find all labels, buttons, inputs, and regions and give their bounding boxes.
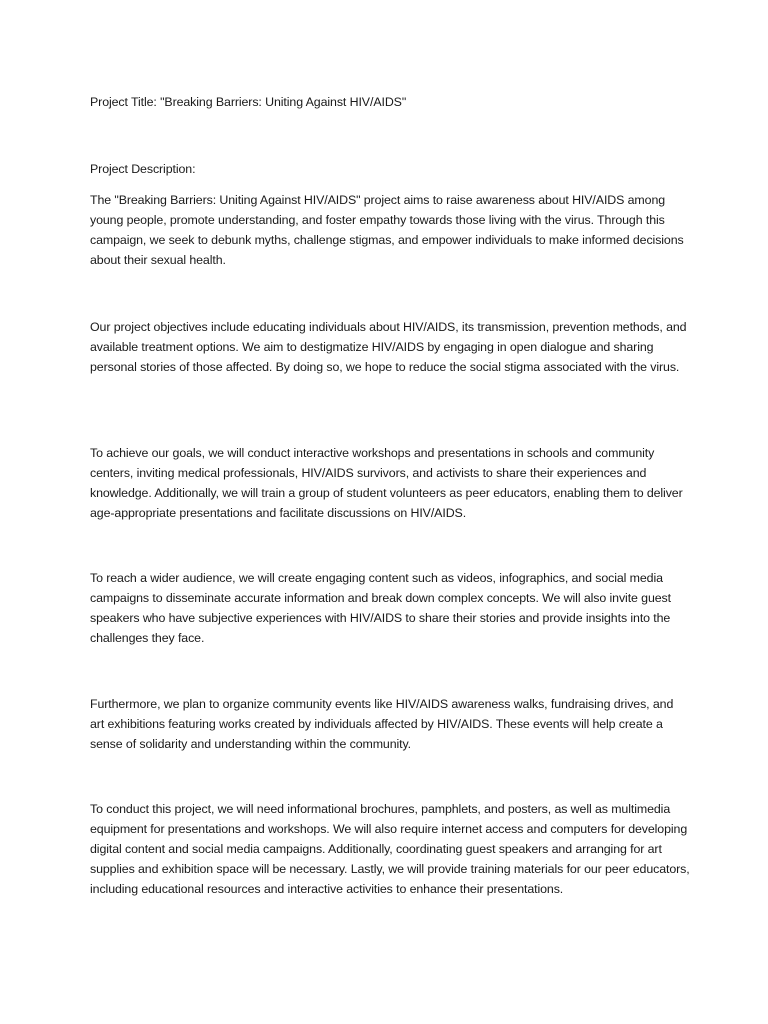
paragraph-community-events: Furthermore, we plan to organize community events like HIV/AIDS awareness walks, fundraising drives, and art exhibitions featuring works created by individuals affected by HIV/AIDS. These events will help create a sense of solidarity and understanding within the community. bbox=[90, 697, 674, 751]
paragraph-wider-audience: To reach a wider audience, we will create engaging content such as videos, infographics, and social media campaigns to disseminate accurate information and break down complex concepts. We will also invite guest speakers who have subjective experiences with HIV/AIDS to share their stories and provide insights into the challenges they face. bbox=[90, 571, 671, 645]
paragraph-objectives: Our project objectives include educating individuals about HIV/AIDS, its transmission, prevention methods, and available treatment options. We aim to destigmatize HIV/AIDS by engaging in open dialogue and sharing personal stories of those affected. By doing so, we hope to reduce the social stigma associated with the virus. bbox=[90, 320, 687, 374]
paragraph-resources: To conduct this project, we will need informational brochures, pamphlets, and posters, as well as multimedia equipment for presentations and workshops. We will also require internet access and computers for developing digital content and social media campaigns. Additionally, coordinating guest speakers and arranging for art supplies and exhibition space will be necessary. Lastly, we will provide training materials for our peer educators, including educational resources and interactive activities to enhance their presentations. bbox=[90, 802, 690, 896]
paragraph-workshops: To achieve our goals, we will conduct interactive workshops and presentations in schools and community centers, inviting medical professionals, HIV/AIDS survivors, and activists to share their experiences and knowledge. Additionally, we will train a group of student volunteers as peer educators, enabling them to deliver age-appropriate presentations and facilitate discussions on HIV/AIDS. bbox=[90, 446, 683, 520]
project-description-heading: Project Description: bbox=[90, 162, 196, 176]
project-title: Project Title: "Breaking Barriers: Uniting Against HIV/AIDS" bbox=[90, 95, 407, 109]
paragraph-introduction: The "Breaking Barriers: Uniting Against HIV/AIDS" project aims to raise awareness about HIV/AIDS among young people, promote understanding, and foster empathy towards those living with the virus. Through this campaign, we seek to debunk myths, challenge stigmas, and empower individuals to make informed decisions about their sexual health. bbox=[90, 193, 684, 267]
